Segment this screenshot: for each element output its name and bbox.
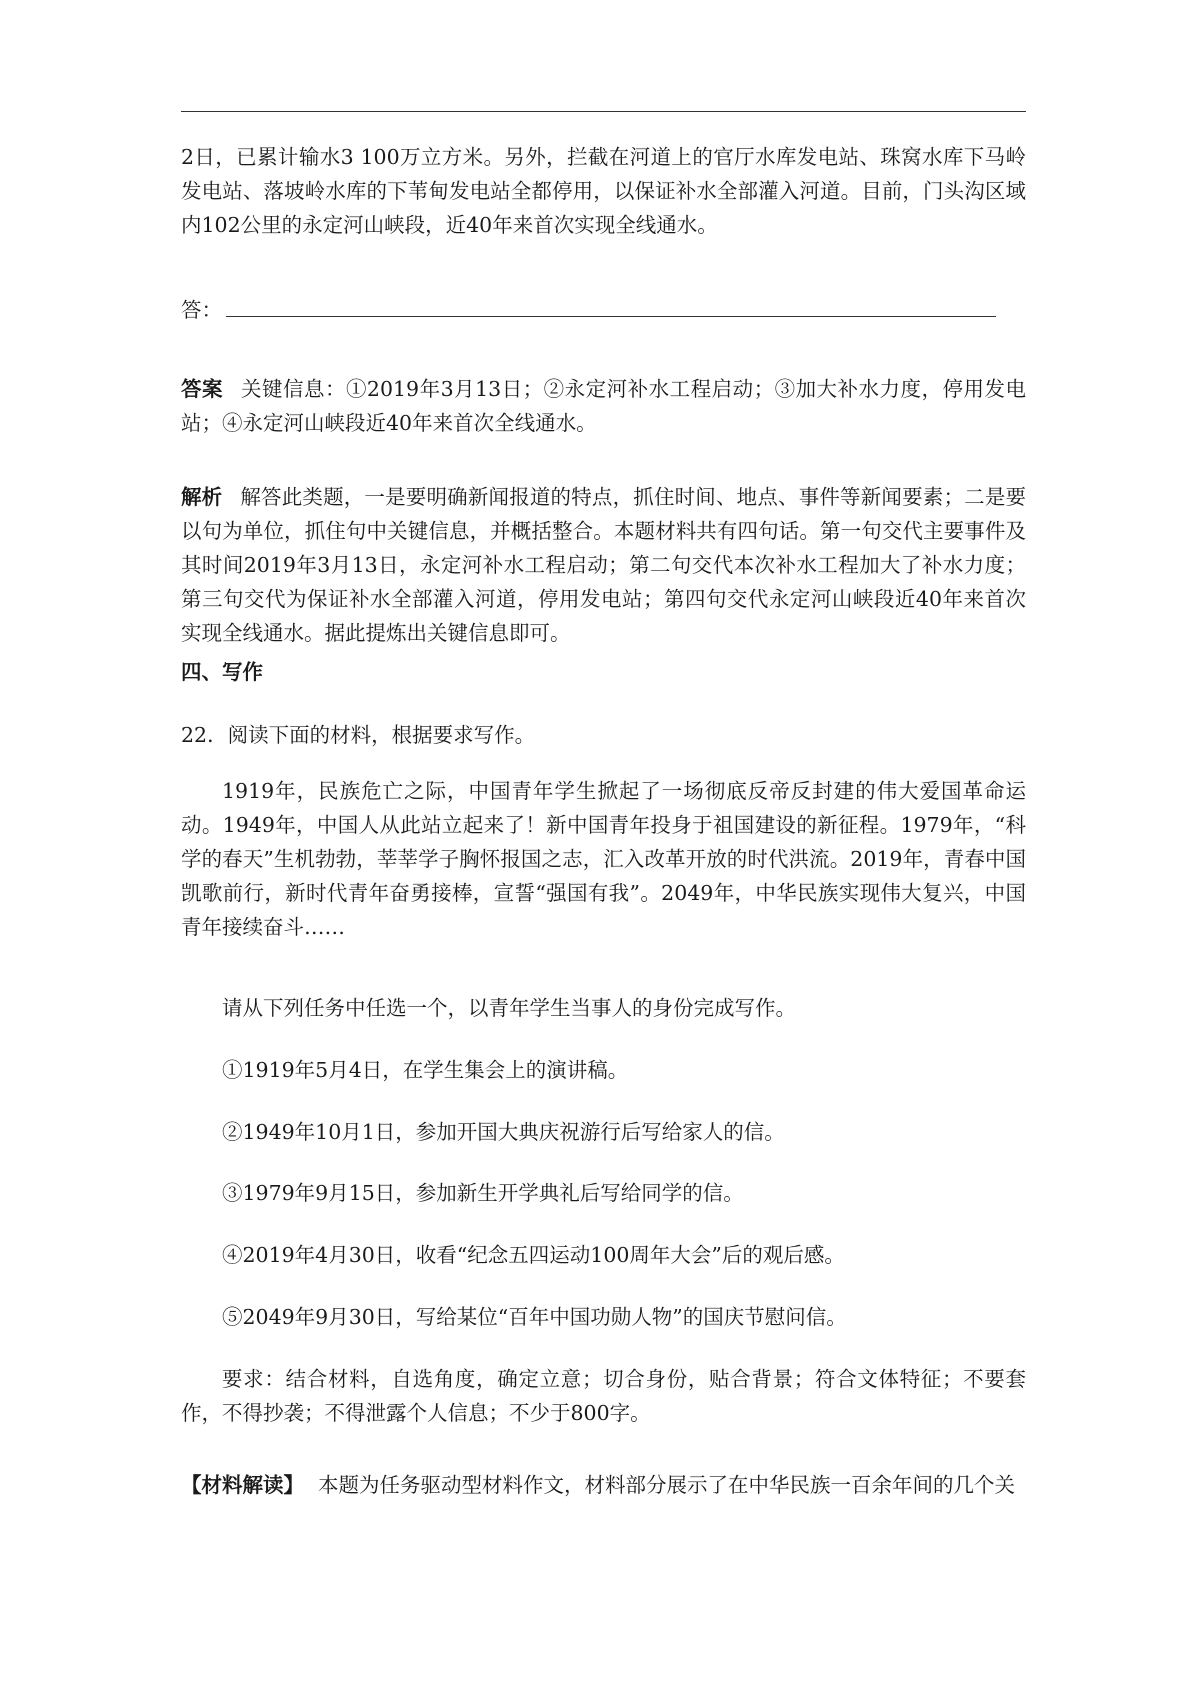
- interpretation-label: 【材料解读】: [181, 1473, 304, 1497]
- answer-label: 答案: [181, 377, 223, 401]
- task-option-2: ②1949年10月1日，参加开国大典庆祝游行后写给家人的信。: [222, 1120, 785, 1144]
- question-stem: 22．阅读下面的材料，根据要求写作。: [181, 723, 536, 747]
- interpretation-text: 本题为任务驱动型材料作文，材料部分展示了在中华民族一百余年间的几个关: [318, 1473, 1015, 1497]
- task-option-4: ④2019年4月30日，收看“纪念五四运动100周年大会”后的观后感。: [222, 1243, 845, 1267]
- answer-block: [181, 372, 1026, 440]
- answer-prompt-row: [181, 292, 1026, 327]
- analysis-text: 解答此类题，一是要明确新闻报道的特点，抓住时间、地点、事件等新闻要素；二是要以句为单位，抓住句中关键信息，并概括整合。本题材料共有四句话。第一句交代主要事件及其时间2019年3月13日，永定河补水工程启动；第二句交代本次补水工程加大了补水力度；第三句交代为保证补水全部灌入河道，停用发电站；第四句交代永定河山峡段近40年来首次实现全线通水。据此提炼出关键信息即可。: [181, 485, 1026, 645]
- analysis-label: 解析: [181, 485, 223, 509]
- intro-paragraph: 2日，已累计输水3 100万立方米。另外，拦截在河道上的官厅水库发电站、珠窝水库下马岭发电站、落坡岭水库的下苇甸发电站全都停用，以保证补水全部灌入河道。目前，门头沟区域内102公里的永定河山峡段，近40年来首次实现全线通水。: [181, 145, 1026, 237]
- analysis-block: [181, 480, 1026, 650]
- task-option-5: ⑤2049年9月30日，写给某位“百年中国功勋人物”的国庆节慰问信。: [222, 1305, 847, 1329]
- header-rule: [181, 111, 1026, 112]
- task-option-3: ③1979年9月15日，参加新生开学典礼后写给同学的信。: [222, 1181, 744, 1205]
- material-interpretation: [181, 1468, 1026, 1502]
- material-paragraph: 1919年，民族危亡之际，中国青年学生掀起了一场彻底反帝反封建的伟大爱国革命运动。1949年，中国人从此站立起来了！新中国青年投身于祖国建设的新征程。1979年，“科学的春天”生机勃勃，莘莘学子胸怀报国之志，汇入改革开放的时代洪流。2019年，青春中国凯歌前行，新时代青年奋勇接棒，宣誓“强国有我”。2049年，中华民族实现伟大复兴，中国青年接续奋斗……: [181, 779, 1026, 939]
- answer-text: 关键信息：①2019年3月13日；②永定河补水工程启动；③加大补水力度，停用发电站；④永定河山峡段近40年来首次全线通水。: [181, 377, 1026, 435]
- answer-blank-line[interactable]: [226, 292, 996, 317]
- task-intro: 请从下列任务中任选一个，以青年学生当事人的身份完成写作。: [222, 996, 796, 1020]
- section-title: 四、写作: [181, 660, 263, 684]
- answer-prompt-label: 答：: [181, 298, 222, 322]
- requirements-paragraph: 要求：结合材料，自选角度，确定立意；切合身份，贴合背景；符合文体特征；不要套作，不得抄袭；不得泄露个人信息；不少于800字。: [181, 1367, 1026, 1425]
- task-option-1: ①1919年5月4日，在学生集会上的演讲稿。: [222, 1058, 629, 1082]
